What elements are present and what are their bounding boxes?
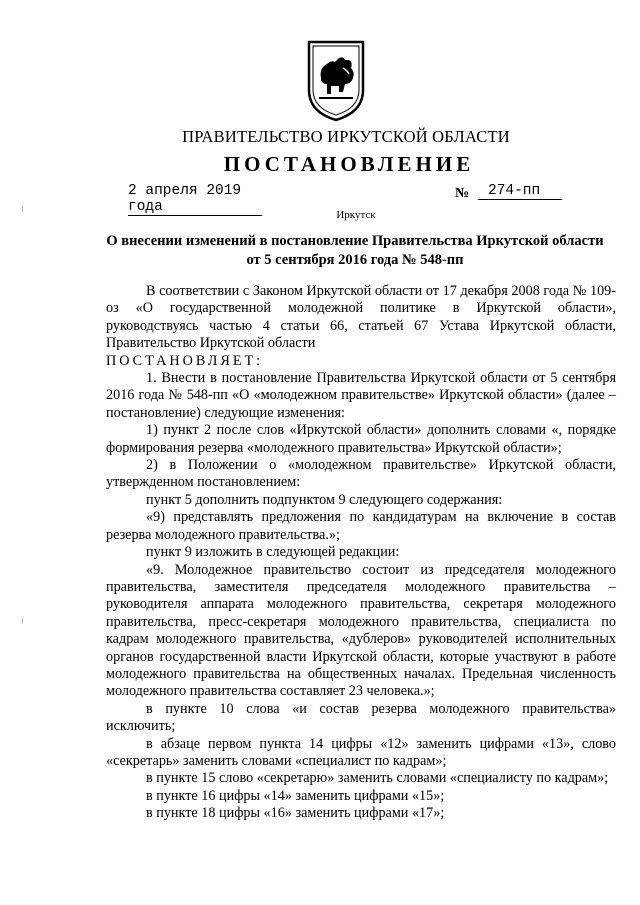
- paragraph: в пункте 10 слова «и состав резерва молодежного правительства» исключить;: [106, 700, 616, 735]
- margin-mark: [22, 206, 23, 212]
- margin-mark: [22, 618, 23, 624]
- city: Иркутск: [336, 209, 376, 221]
- paragraph: пункт 9 изложить в следующей редакции:: [146, 544, 400, 561]
- document-number: 274-пп: [478, 183, 562, 200]
- paragraph: «9. Молодежное правительство состоит из председателя молодежного правительства, заместителя председателя молодежного правительства – руководителя аппарата молодежного правительства, секретаря молодежного правительства, пресс-секретаря молодежного правительства, специалиста по кадрам молодежного правительства, «дублеров» руководителей исполнительных органов государственной власти Иркутской области, которые участвуют в работе молодежного правительства на общественных началах. Предельная численность молодежного правительства составляет 23 человека.»;: [106, 561, 616, 700]
- paragraph: В соответствии с Законом Иркутской области от 17 декабря 2008 года № 109-оз «О государственной молодежной политике в Иркутской области», руководствуясь частью 4 статьи 66, статьей 67 Устава Иркутской области, Правительство Иркутской области: [106, 283, 616, 352]
- paragraph: в пункте 18 цифры «16» заменить цифрами «17»;: [146, 805, 445, 822]
- paragraph-resolves: ПОСТАНОВЛЯЕТ:: [106, 352, 264, 369]
- government-name: ПРАВИТЕЛЬСТВО ИРКУТСКОЙ ОБЛАСТИ: [182, 127, 510, 146]
- paragraph: в пункте 15 слово «секретарю» заменить словами «специалисту по кадрам»;: [146, 770, 609, 787]
- document-title: О внесении изменений в постановление Правительства Иркутской области от 5 сентября 2016 года № 548-пп: [106, 233, 604, 268]
- document-date: 2 апреля 2019 года: [128, 183, 262, 216]
- paragraph: 1. Внести в постановление Правительства Иркутской области от 5 сентября 2016 года № 548-пп «О «молодежном правительстве» Иркутской области» (далее – постановление) следующие изменения:: [106, 370, 616, 421]
- number-sign: №: [455, 186, 470, 201]
- document-type: ПОСТАНОВЛЕНИЕ: [223, 152, 475, 176]
- document-body: [106, 283, 616, 823]
- paragraph: пункт 5 дополнить подпунктом 9 следующего содержания:: [146, 491, 503, 508]
- paragraph: 2) в Положении о «молодежном правительстве» Иркутской области, утвержденном постановлением:: [106, 457, 616, 491]
- paragraph: в абзаце первом пункта 14 цифры «12» заменить цифрами «13», слово «секретарь» заменить словами «специалист по кадрам»;: [106, 735, 616, 769]
- paragraph: «9) представлять предложения по кандидатурам на включение в состав резерва молодежного правительства.»;: [106, 509, 616, 543]
- paragraph: 1) пункт 2 после слов «Иркутской области» дополнить словами «, порядке формирования резерва «молодежного правительства» Иркутской области»;: [106, 422, 616, 456]
- paragraph: в пункте 16 цифры «14» заменить цифрами «15»;: [146, 787, 445, 804]
- coat-of-arms-icon: [305, 38, 367, 122]
